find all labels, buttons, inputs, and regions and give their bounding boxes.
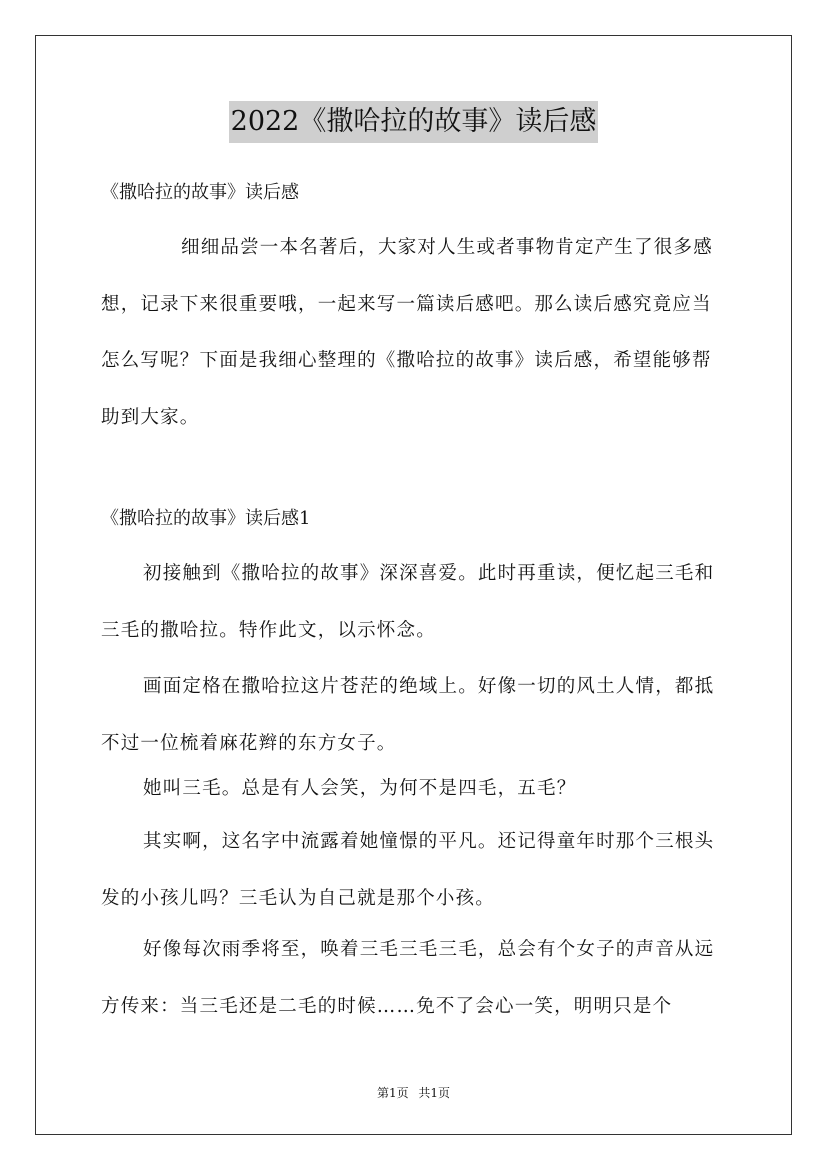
paragraph: 她叫三毛。总是有人会笑，为何不是四毛，五毛？: [143, 778, 577, 799]
subtitle: 《撒哈拉的故事》读后感: [101, 182, 299, 203]
page-number: 第1页: [376, 1086, 409, 1100]
document-title: 2022《撒哈拉的故事》读后感: [229, 101, 599, 143]
paragraph: 其实啊，这名字中流露着她憧憬的平凡。还记得童年时那个三根头发的小孩儿吗？三毛认为自己就是那个小孩。: [101, 831, 715, 909]
page-footer: [0, 1084, 827, 1101]
page-total: 共1页: [418, 1086, 451, 1100]
paragraph: 初接触到《撒哈拉的故事》深深喜爱。此时再重读，便忆起三毛和三毛的撒哈拉。特作此文，以示怀念。: [101, 563, 715, 641]
title-wrap: [101, 101, 726, 143]
intro-paragraph: 细细品尝一本名著后，大家对人生或者事物肯定产生了很多感想，记录下来很重要哦，一起来写一篇读后感吧。那么读后感究竟应当怎么写呢？下面是我细心整理的《撒哈拉的故事》读后感，希望能够帮助到大家。: [101, 237, 713, 428]
section-heading: 《撒哈拉的故事》读后感1: [101, 508, 311, 529]
paragraph: 画面定格在撒哈拉这片苍茫的绝域上。好像一切的风土人情，都抵不过一位梳着麻花辫的东方女子。: [101, 676, 715, 754]
paragraph: 好像每次雨季将至，唤着三毛三毛三毛，总会有个女子的声音从远方传来：当三毛还是二毛的时候……免不了会心一笑，明明只是个: [101, 939, 715, 1017]
